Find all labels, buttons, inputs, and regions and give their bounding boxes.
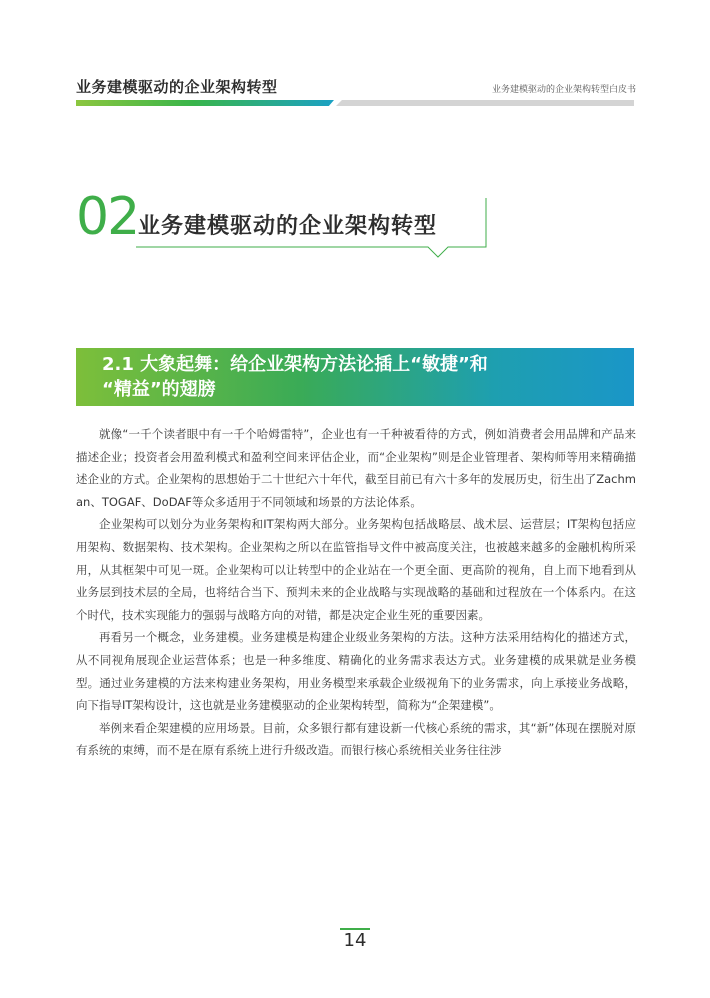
section-heading-band	[76, 348, 634, 406]
section-title	[102, 352, 622, 402]
section-title-line-2: “精益”的翅膀	[102, 379, 216, 400]
body-text	[76, 423, 636, 762]
paragraph: 再看另一个概念，业务建模。业务建模是构建企业级业务架构的方法。这种方法采用结构化的描述方式，从不同视角展现企业运营体系；也是一种多维度、精确化的业务需求表达方式。业务建模的成果就是业务模型。通过业务建模的方法来构建业务架构，用业务模型来承载企业级视角下的业务需求，向上承接业务战略，向下指导IT架构设计，这也就是业务建模驱动的企业架构转型，简称为“企架建模”。	[76, 630, 636, 713]
paragraph: 企业架构可以划分为业务架构和IT架构两大部分。业务架构包括战略层、战术层、运营层；IT架构包括应用架构、数据架构、技术架构。企业架构之所以在监管指导文件中被高度关注，也被越来越多的金融机构所采用，从其框架中可见一斑。企业架构可以让转型中的企业站在一个更全面、更高阶的视角，自上而下地看到从业务层到技术层的全局，也将结合当下、预判未来的企业战略与实现战略的基础和过程放在一个体系内。在这个时代，技术实现能力的强弱与战略方向的对错，都是决定企业生死的重要因素。	[76, 517, 636, 622]
page-number: 14	[343, 930, 367, 951]
header-subtitle: 业务建模驱动的企业架构转型白皮书	[491, 85, 636, 95]
paragraph: 举例来看企架建模的应用场景。目前，众多银行都有建设新一代核心系统的需求，其“新”体现在摆脱对原有系统的束缚，而不是在原有系统上进行升级改造。而银行核心系统相关业务往往涉	[76, 720, 636, 758]
page-header	[0, 0, 710, 110]
chapter-heading	[76, 187, 636, 270]
paragraph: 就像“一千个读者眼中有一千个哈姆雷特”，企业也有一千种被看待的方式，例如消费者会用品牌和产品来描述企业；投资者会用盈利模式和盈利空间来评估企业，而“企业架构”则是企业管理者、架构师等用来精确描述企业的方式。企业架构的思想始于二十世纪六十年代，截至目前已有六十多年的发展历史，衍生出了Zachman、TOGAF、DoDAF等众多适用于不同领域和场景的方法论体系。	[76, 427, 636, 509]
header-gray-bar	[336, 100, 634, 106]
header-gradient-bar	[76, 100, 334, 106]
section-title-line-1: 2.1 大象起舞：给企业架构方法论插上“敏捷”和	[102, 354, 488, 375]
header-title: 业务建模驱动的企业架构转型	[76, 78, 278, 96]
chapter-title: 业务建模驱动的企业架构转型	[138, 214, 438, 239]
chapter-number: 02	[76, 187, 139, 247]
